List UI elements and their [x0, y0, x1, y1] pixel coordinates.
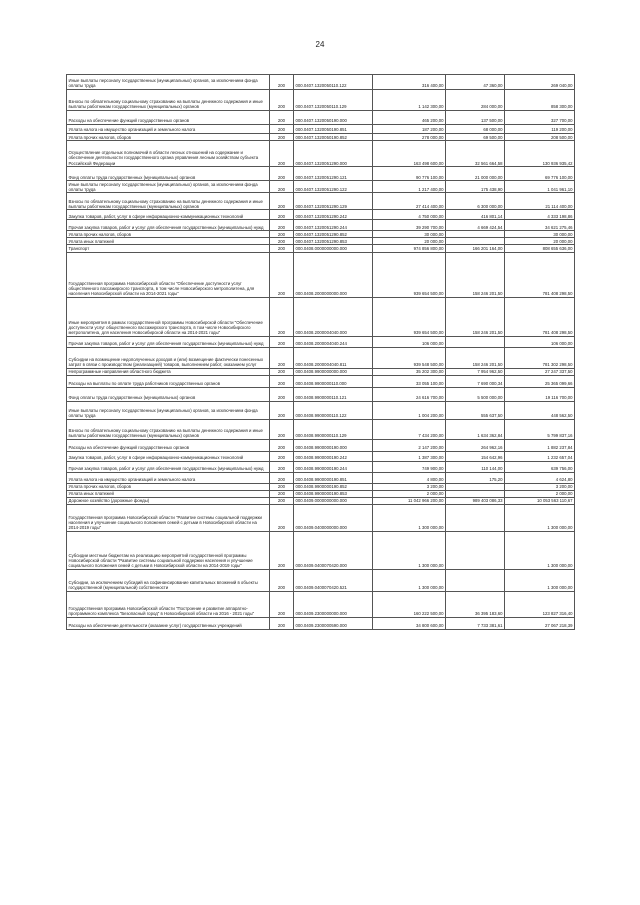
row-code-cell: 200: [270, 231, 294, 238]
row-executed-amount-cell: 166 201 164,00: [446, 245, 505, 252]
row-approved-amount-cell: 939 654 500,00: [373, 297, 446, 336]
table-row: [67, 210, 575, 220]
row-executed-amount-cell: [446, 483, 505, 490]
row-name-cell: Государственная программа Новосибирской области "Развитие системы социальной поддержки населения и улучшение социального положения семей с детьми в Новосибирской области на 2014-2019 годы": [67, 504, 270, 531]
row-remaining-amount-cell: 123 827 316,40: [505, 591, 575, 617]
row-remaining-amount-cell: 808 655 636,00: [505, 245, 575, 252]
row-approved-amount-cell: 1 142 300,00: [373, 90, 446, 111]
row-approved-amount-cell: 163 498 600,00: [373, 141, 446, 167]
row-remaining-amount-cell: 20 000,00: [505, 238, 575, 245]
row-code-cell: 200: [270, 591, 294, 617]
table-row: [67, 336, 575, 347]
row-executed-amount-cell: 175,20: [446, 472, 505, 483]
row-classification-cell: 000.0407.1320050110.129: [294, 90, 373, 111]
row-remaining-amount-cell: 106 000,00: [505, 336, 575, 347]
row-code-cell: 200: [270, 238, 294, 245]
table-row: [67, 111, 575, 125]
row-name-cell: Взносы по обязательному социальному страхованию на выплаты денежного содержания и иные выплаты работникам государственных (муниципальных) органов: [67, 193, 270, 210]
row-approved-amount-cell: 2 147 200,00: [373, 439, 446, 451]
row-classification-cell: 000.0407.1320050190.851: [294, 125, 373, 134]
row-code-cell: 200: [270, 125, 294, 134]
row-code-cell: 200: [270, 193, 294, 210]
row-executed-amount-cell: 264 962,16: [446, 439, 505, 451]
row-executed-amount-cell: 555 637,50: [446, 401, 505, 419]
row-code-cell: 200: [270, 336, 294, 347]
row-name-cell: Непрограммные направления областного бюджета: [67, 368, 270, 375]
row-name-cell: Уплата прочих налогов, сборов: [67, 134, 270, 141]
row-name-cell: Закупка товаров, работ, услуг в сфере информационно-коммуникационных технологий: [67, 210, 270, 220]
budget-table-body: [67, 75, 575, 630]
row-executed-amount-cell: [446, 569, 505, 591]
table-row: [67, 90, 575, 111]
row-remaining-amount-cell: 1 300 000,00: [505, 531, 575, 569]
table-row: [67, 531, 575, 569]
row-code-cell: 200: [270, 245, 294, 252]
row-remaining-amount-cell: 4 624,80: [505, 472, 575, 483]
row-classification-cell: 000.0408.0000000000.000: [294, 245, 373, 252]
table-row: [67, 231, 575, 238]
row-remaining-amount-cell: 69 776 100,00: [505, 167, 575, 181]
row-code-cell: 200: [270, 210, 294, 220]
row-classification-cell: 000.0407.1320051290.853: [294, 238, 373, 245]
row-name-cell: Взносы по обязательному социальному страхованию на выплаты денежного содержания и иные выплаты работникам государственных (муниципальных) органов: [67, 419, 270, 439]
row-code-cell: 200: [270, 75, 294, 90]
row-code-cell: 200: [270, 472, 294, 483]
row-executed-amount-cell: 68 000,00: [446, 125, 505, 134]
row-classification-cell: 000.0407.1320050110.122: [294, 75, 373, 90]
row-name-cell: Уплата прочих налогов, сборов: [67, 231, 270, 238]
row-remaining-amount-cell: 781 408 298,50: [505, 252, 575, 297]
row-classification-cell: 000.0408.9900000190.000: [294, 439, 373, 451]
row-name-cell: Закупка товаров, работ, услуг в сфере информационно-коммуникационных технологий: [67, 451, 270, 461]
row-remaining-amount-cell: 448 562,50: [505, 401, 575, 419]
row-code-cell: 200: [270, 490, 294, 497]
row-code-cell: 200: [270, 375, 294, 387]
row-remaining-amount-cell: 27 067 218,39: [505, 617, 575, 629]
row-approved-amount-cell: 39 290 700,00: [373, 220, 446, 231]
row-remaining-amount-cell: 30 000,00: [505, 231, 575, 238]
row-executed-amount-cell: 284 000,00: [446, 90, 505, 111]
row-executed-amount-cell: 21 000 000,00: [446, 167, 505, 181]
row-approved-amount-cell: 30 000,00: [373, 231, 446, 238]
row-classification-cell: 000.0408.9900000110.129: [294, 419, 373, 439]
row-executed-amount-cell: [446, 490, 505, 497]
row-classification-cell: 000.0407.1320050190.852: [294, 134, 373, 141]
row-executed-amount-cell: 36 395 183,60: [446, 591, 505, 617]
row-classification-cell: 000.0407.1320051290.000: [294, 141, 373, 167]
row-code-cell: 200: [270, 439, 294, 451]
row-code-cell: 200: [270, 141, 294, 167]
row-code-cell: 200: [270, 181, 294, 193]
table-row: [67, 297, 575, 336]
row-executed-amount-cell: 989 403 086,33: [446, 497, 505, 504]
row-remaining-amount-cell: 27 247 337,50: [505, 368, 575, 375]
row-name-cell: Осуществление отдельных полномочий в области лесных отношений на содержание и обеспечение деятельности государственного органа управления лесным хозяйством субъекта Российской Федерации: [67, 141, 270, 167]
row-name-cell: Уплата иных платежей: [67, 490, 270, 497]
row-classification-cell: 000.0407.1320051290.242: [294, 210, 373, 220]
row-executed-amount-cell: 7 690 000,34: [446, 375, 505, 387]
table-row: [67, 125, 575, 134]
row-code-cell: 200: [270, 569, 294, 591]
table-row: [67, 504, 575, 531]
row-approved-amount-cell: 316 400,00: [373, 75, 446, 90]
row-remaining-amount-cell: 34 621 275,46: [505, 220, 575, 231]
table-row: [67, 472, 575, 483]
row-executed-amount-cell: [446, 336, 505, 347]
row-remaining-amount-cell: 1 300 000,00: [505, 504, 575, 531]
row-approved-amount-cell: 34 800 600,00: [373, 617, 446, 629]
row-remaining-amount-cell: 1 882 237,84: [505, 439, 575, 451]
table-row: [67, 134, 575, 141]
row-classification-cell: 000.0408.9900000110.000: [294, 375, 373, 387]
row-approved-amount-cell: 278 000,00: [373, 134, 446, 141]
row-classification-cell: 000.0407.1320051290.852: [294, 231, 373, 238]
row-executed-amount-cell: 158 246 201,50: [446, 347, 505, 368]
row-executed-amount-cell: 4 669 424,54: [446, 220, 505, 231]
row-executed-amount-cell: 5 500 000,00: [446, 387, 505, 401]
row-classification-cell: 000.0408.9900000110.122: [294, 401, 373, 419]
row-executed-amount-cell: [446, 231, 505, 238]
row-approved-amount-cell: 465 200,00: [373, 111, 446, 125]
row-executed-amount-cell: 110 144,00: [446, 461, 505, 472]
row-executed-amount-cell: 416 801,14: [446, 210, 505, 220]
row-remaining-amount-cell: 119 200,00: [505, 125, 575, 134]
row-approved-amount-cell: 749 900,00: [373, 461, 446, 472]
row-executed-amount-cell: 47 360,00: [446, 75, 505, 90]
table-row: [67, 617, 575, 629]
row-name-cell: Субсидии на возмещение недополученных доходов и (или) возмещение фактически понесенных затрат в связи с производством (реализацией) товаров, выполнением работ, оказанием услуг: [67, 347, 270, 368]
row-code-cell: 200: [270, 134, 294, 141]
row-code-cell: 200: [270, 387, 294, 401]
row-approved-amount-cell: 106 000,00: [373, 336, 446, 347]
row-executed-amount-cell: [446, 531, 505, 569]
row-approved-amount-cell: 1 300 000,00: [373, 531, 446, 569]
row-code-cell: 200: [270, 451, 294, 461]
row-classification-cell: 000.0409.2300000590.000: [294, 617, 373, 629]
row-code-cell: 200: [270, 111, 294, 125]
row-approved-amount-cell: 1 217 400,00: [373, 181, 446, 193]
row-remaining-amount-cell: 269 040,00: [505, 75, 575, 90]
row-approved-amount-cell: 24 616 700,00: [373, 387, 446, 401]
table-row: [67, 75, 575, 90]
row-code-cell: 200: [270, 347, 294, 368]
row-executed-amount-cell: 69 500,00: [446, 134, 505, 141]
row-remaining-amount-cell: 25 365 099,66: [505, 375, 575, 387]
budget-table-container: [66, 74, 574, 630]
row-classification-cell: 000.0408.9900000190.244: [294, 461, 373, 472]
row-name-cell: Иные выплаты персоналу государственных (муниципальных) органов, за исключением фонда оплаты труда: [67, 401, 270, 419]
row-code-cell: 200: [270, 419, 294, 439]
row-code-cell: 200: [270, 461, 294, 472]
row-remaining-amount-cell: 5 799 837,16: [505, 419, 575, 439]
row-name-cell: Субсидии местным бюджетам на реализацию мероприятий государственной программы Новосибирской области "Развитие системы социальной поддержки населения и улучшение социального положения семей с детьми в Новосибирской области на 2014-2019 годы": [67, 531, 270, 569]
table-row: [67, 591, 575, 617]
row-executed-amount-cell: 137 500,00: [446, 111, 505, 125]
row-name-cell: Государственная программа Новосибирской области "Обеспечение доступности услуг общественного пассажирского транспорта, в том числе Новосибирского метрополитена, для населения Новосибирской области на 2014-2021 годы": [67, 252, 270, 297]
row-executed-amount-cell: [446, 238, 505, 245]
row-remaining-amount-cell: 858 300,00: [505, 90, 575, 111]
row-classification-cell: 000.0409.2300000000.000: [294, 591, 373, 617]
row-code-cell: 200: [270, 220, 294, 231]
table-row: [67, 419, 575, 439]
table-row: [67, 439, 575, 451]
row-approved-amount-cell: 187 200,00: [373, 125, 446, 134]
row-name-cell: Расходы на обеспечение функций государственных органов: [67, 439, 270, 451]
row-name-cell: Прочая закупка товаров, работ и услуг для обеспечения государственных (муниципальных) нужд: [67, 220, 270, 231]
row-remaining-amount-cell: 10 053 563 110,67: [505, 497, 575, 504]
row-code-cell: 200: [270, 531, 294, 569]
row-classification-cell: 000.0409.0000000000.000: [294, 497, 373, 504]
row-approved-amount-cell: 35 202 300,00: [373, 368, 446, 375]
row-code-cell: 200: [270, 368, 294, 375]
table-row: [67, 497, 575, 504]
row-remaining-amount-cell: 639 756,00: [505, 461, 575, 472]
row-name-cell: Дорожное хозяйство (дорожные фонды): [67, 497, 270, 504]
row-approved-amount-cell: 33 055 100,00: [373, 375, 446, 387]
row-remaining-amount-cell: 781 408 298,50: [505, 297, 575, 336]
row-name-cell: Уплата иных платежей: [67, 238, 270, 245]
row-approved-amount-cell: 974 856 800,00: [373, 245, 446, 252]
row-executed-amount-cell: 1 634 362,84: [446, 419, 505, 439]
row-code-cell: 200: [270, 497, 294, 504]
row-remaining-amount-cell: 130 936 935,42: [505, 141, 575, 167]
row-code-cell: 200: [270, 167, 294, 181]
table-row: [67, 238, 575, 245]
row-code-cell: 200: [270, 90, 294, 111]
row-classification-cell: 000.0409.0400070420.000: [294, 531, 373, 569]
page-number: 24: [315, 40, 325, 49]
row-executed-amount-cell: 7 954 962,50: [446, 368, 505, 375]
table-row: [67, 483, 575, 490]
row-approved-amount-cell: 90 776 100,00: [373, 167, 446, 181]
row-approved-amount-cell: 1 004 200,00: [373, 401, 446, 419]
row-remaining-amount-cell: 327 700,00: [505, 111, 575, 125]
table-row: [67, 451, 575, 461]
row-name-cell: Иные выплаты персоналу государственных (муниципальных) органов, за исключением фонда оплаты труда: [67, 75, 270, 90]
row-classification-cell: 000.0408.9900000190.853: [294, 490, 373, 497]
table-row: [67, 252, 575, 297]
row-classification-cell: 000.0408.2000004040.000: [294, 297, 373, 336]
row-approved-amount-cell: 4 800,00: [373, 472, 446, 483]
row-remaining-amount-cell: 3 200,00: [505, 483, 575, 490]
table-row: [67, 387, 575, 401]
row-classification-cell: 000.0409.0400000000.000: [294, 504, 373, 531]
table-row: [67, 167, 575, 181]
row-code-cell: 200: [270, 617, 294, 629]
row-remaining-amount-cell: 4 333 198,86: [505, 210, 575, 220]
row-code-cell: 200: [270, 401, 294, 419]
row-executed-amount-cell: 32 561 664,58: [446, 141, 505, 167]
table-row: [67, 141, 575, 167]
row-name-cell: Уплата налога на имущество организаций и земельного налога: [67, 125, 270, 134]
row-approved-amount-cell: 160 222 500,00: [373, 591, 446, 617]
row-approved-amount-cell: 20 000,00: [373, 238, 446, 245]
row-name-cell: Расходы на обеспечение деятельности (оказание услуг) государственных учреждений: [67, 617, 270, 629]
row-remaining-amount-cell: 1 041 961,10: [505, 181, 575, 193]
row-classification-cell: 000.0407.1320050190.000: [294, 111, 373, 125]
row-classification-cell: 000.0408.2000004040.811: [294, 347, 373, 368]
table-row: [67, 347, 575, 368]
row-remaining-amount-cell: 2 000,00: [505, 490, 575, 497]
row-classification-cell: 000.0408.9900000000.000: [294, 368, 373, 375]
row-classification-cell: 000.0409.0400070420.521: [294, 569, 373, 591]
row-approved-amount-cell: 11 042 966 200,00: [373, 497, 446, 504]
row-executed-amount-cell: [446, 504, 505, 531]
row-remaining-amount-cell: 1 232 657,04: [505, 451, 575, 461]
row-name-cell: Государственная программа Новосибирской области "Построение и развитие аппаратно-программного комплекса "Безопасный город" в Новосибирской области на 2016 - 2021 годы": [67, 591, 270, 617]
row-name-cell: Расходы на выплаты по оплате труда работников государственных органов: [67, 375, 270, 387]
row-classification-cell: 000.0408.9900000190.851: [294, 472, 373, 483]
row-name-cell: Уплата прочих налогов, сборов: [67, 483, 270, 490]
row-code-cell: 200: [270, 252, 294, 297]
table-row: [67, 375, 575, 387]
row-name-cell: Иные выплаты персоналу государственных (муниципальных) органов, за исключением фонда оплаты труда: [67, 181, 270, 193]
row-approved-amount-cell: 1 300 000,00: [373, 569, 446, 591]
row-approved-amount-cell: 1 300 000,00: [373, 504, 446, 531]
row-approved-amount-cell: 1 387 300,00: [373, 451, 446, 461]
table-row: [67, 401, 575, 419]
table-row: [67, 245, 575, 252]
row-code-cell: 200: [270, 297, 294, 336]
budget-execution-table: [66, 74, 575, 630]
row-name-cell: Фонд оплаты труда государственных (муниципальных) органов: [67, 167, 270, 181]
row-classification-cell: 000.0408.9900000190.242: [294, 451, 373, 461]
row-approved-amount-cell: 3 200,00: [373, 483, 446, 490]
table-row: [67, 193, 575, 210]
row-approved-amount-cell: 939 548 500,00: [373, 347, 446, 368]
row-classification-cell: 000.0408.9900000190.852: [294, 483, 373, 490]
table-row: [67, 490, 575, 497]
row-executed-amount-cell: 7 733 381,61: [446, 617, 505, 629]
row-name-cell: Взносы по обязательному социальному страхованию на выплаты денежного содержания и иные выплаты работникам государственных (муниципальных) органов: [67, 90, 270, 111]
table-row: [67, 368, 575, 375]
row-remaining-amount-cell: 208 500,00: [505, 134, 575, 141]
row-classification-cell: 000.0407.1320051290.129: [294, 193, 373, 210]
row-name-cell: Уплата налога на имущество организаций и земельного налога: [67, 472, 270, 483]
row-approved-amount-cell: 939 654 500,00: [373, 252, 446, 297]
row-classification-cell: 000.0408.2000000000.000: [294, 252, 373, 297]
row-name-cell: Транспорт: [67, 245, 270, 252]
table-row: [67, 181, 575, 193]
row-name-cell: Фонд оплаты труда государственных (муниципальных) органов: [67, 387, 270, 401]
row-name-cell: Прочая закупка товаров, работ и услуг для обеспечения государственных (муниципальных) нужд: [67, 336, 270, 347]
row-name-cell: Иные мероприятия в рамках государственной программы Новосибирской области "Обеспечение доступности услуг общественного пассажирского транспорта, в том числе Новосибирского метрополитена, для населения Новосибирской области на 2014-2021 годы": [67, 297, 270, 336]
row-classification-cell: 000.0407.1320051290.244: [294, 220, 373, 231]
row-classification-cell: 000.0407.1320051290.122: [294, 181, 373, 193]
table-row: [67, 461, 575, 472]
row-remaining-amount-cell: 21 114 400,00: [505, 193, 575, 210]
row-classification-cell: 000.0408.9900000110.121: [294, 387, 373, 401]
row-executed-amount-cell: 158 246 201,50: [446, 297, 505, 336]
row-classification-cell: 000.0407.1320051290.121: [294, 167, 373, 181]
row-code-cell: 200: [270, 483, 294, 490]
row-name-cell: Расходы на обеспечение функций государственных органов: [67, 111, 270, 125]
table-row: [67, 569, 575, 591]
row-executed-amount-cell: 154 642,96: [446, 451, 505, 461]
table-row: [67, 220, 575, 231]
row-approved-amount-cell: 7 434 200,00: [373, 419, 446, 439]
row-classification-cell: 000.0408.2000004040.244: [294, 336, 373, 347]
row-code-cell: 200: [270, 504, 294, 531]
row-approved-amount-cell: 2 000,00: [373, 490, 446, 497]
row-approved-amount-cell: 4 750 000,00: [373, 210, 446, 220]
row-remaining-amount-cell: 781 302 298,50: [505, 347, 575, 368]
row-remaining-amount-cell: 1 300 000,00: [505, 569, 575, 591]
row-approved-amount-cell: 27 414 400,00: [373, 193, 446, 210]
row-name-cell: Прочая закупка товаров, работ и услуг для обеспечения государственных (муниципальных) нужд: [67, 461, 270, 472]
row-name-cell: Субсидии, за исключением субсидий на софинансирование капитальных вложений в объекты государственной (муниципальной) собственности: [67, 569, 270, 591]
row-remaining-amount-cell: 19 116 700,00: [505, 387, 575, 401]
row-executed-amount-cell: 6 300 000,00: [446, 193, 505, 210]
row-executed-amount-cell: 175 438,90: [446, 181, 505, 193]
row-executed-amount-cell: 158 246 201,50: [446, 252, 505, 297]
